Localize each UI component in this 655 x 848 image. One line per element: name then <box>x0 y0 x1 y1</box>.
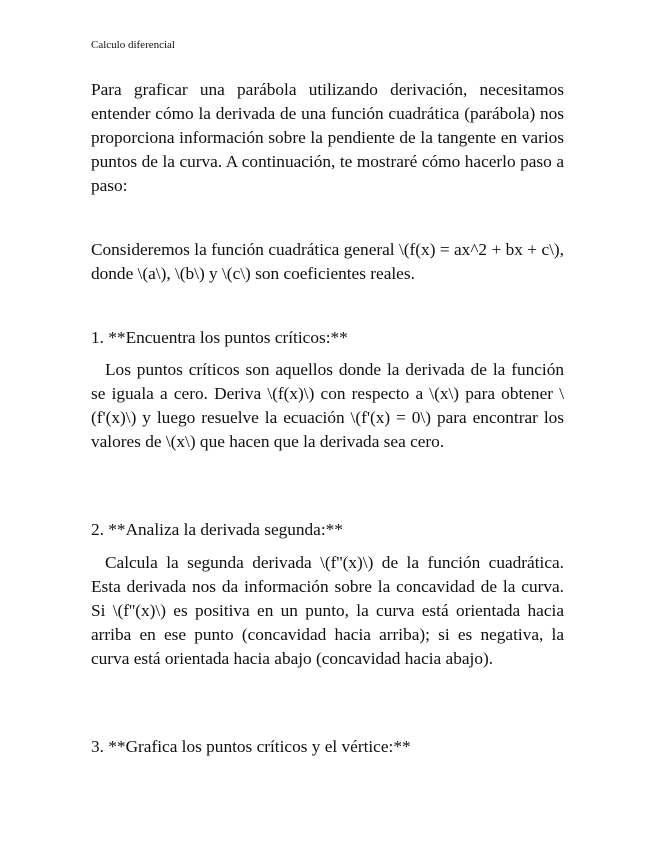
step-2-heading: 2. **Analiza la derivada segunda:** <box>91 520 343 539</box>
running-header: Calculo diferencial <box>91 39 175 51</box>
general-function-paragraph: Consideremos la función cuadrática general \(f(x) = ax^2 + bx + c\), donde \(a\), \(b\) y \(c\) son coeficientes reales. <box>91 240 564 283</box>
step-2-body: Calcula la segunda derivada \(f''(x)\) de la función cuadrática. Esta derivada nos da información sobre la concavidad de la curva. Si \(f''(x)\) es positiva en un punto, la curva está orientada hacia arriba en ese punto (concavidad hacia arriba); si es negativa, la curva está orientada hacia abajo (concavidad hacia abajo). <box>91 553 564 668</box>
intro-paragraph: Para graficar una parábola utilizando derivación, necesitamos entender cómo la derivada de una función cuadrática (parábola) nos proporciona información sobre la pendiente de la tangente en varios puntos de la curva. A continuación, te mostraré cómo hacerlo paso a paso: <box>91 80 564 195</box>
step-3-heading: 3. **Grafica los puntos críticos y el vértice:** <box>91 737 411 756</box>
step-1-heading: 1. **Encuentra los puntos críticos:** <box>91 328 348 347</box>
step-1-body: Los puntos críticos son aquellos donde la derivada de la función se iguala a cero. Deriva \(f(x)\) con respecto a \(x\) para obtener \(f'(x)\) y luego resuelve la ecuación \(f'(x) = 0\) para encontrar los valores de \(x\) que hacen que la derivada sea cero. <box>91 360 564 451</box>
